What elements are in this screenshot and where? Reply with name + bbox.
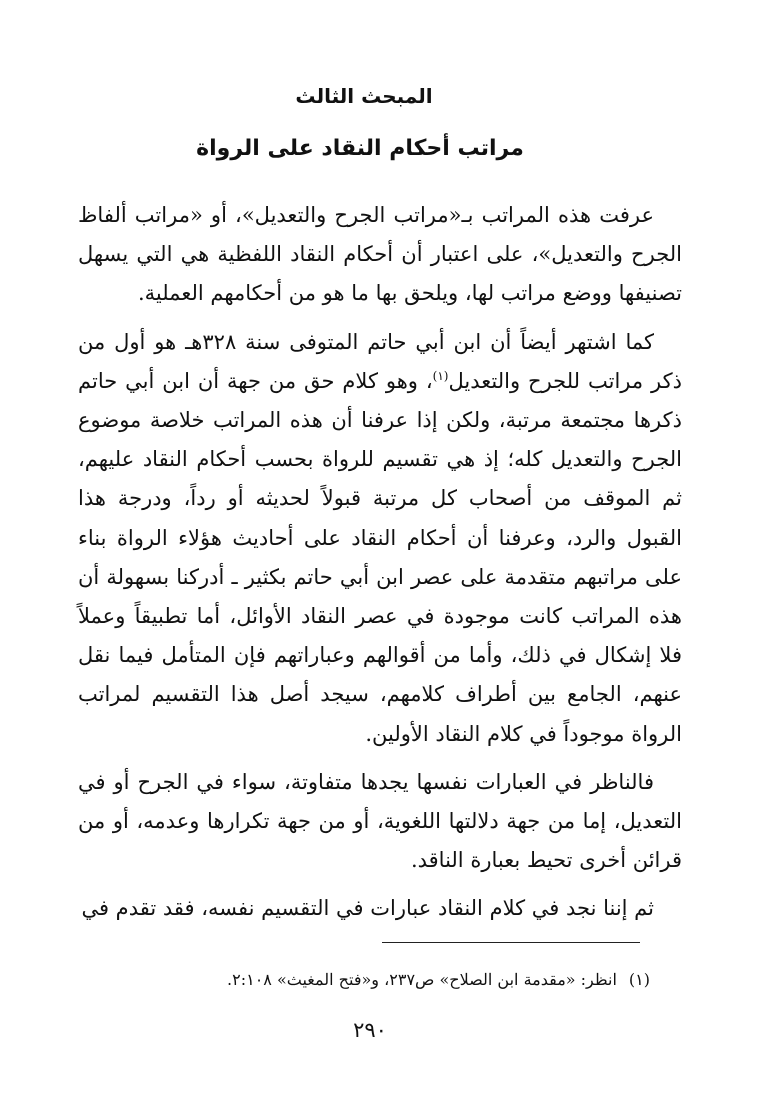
footnote-divider bbox=[382, 942, 640, 943]
footnote bbox=[90, 968, 650, 992]
footnote-text: انظر: «مقدمة ابن الصلاح» ص٢٣٧، و«فتح المغيث» ٢:١٠٨. bbox=[227, 970, 617, 989]
section-label: المبحث الثالث bbox=[295, 84, 433, 108]
footnote-marker: (١) bbox=[628, 970, 650, 989]
paragraph-2-text-after-reference: ، وهو كلام حق من جهة أن ابن أبي حاتم ذكرها مجتمعة مرتبة، ولكن إذا عرفنا أن هذه المراتب خلاصة موضوع الجرح والتعديل كله؛ إذ هي تقسيم للرواة بحسب أحكام النقاد عليهم، ثم الموقف من أصحاب كل مرتبة قبولاً لحديثه أو رداً، ودرجة هذا القبول والرد، وعرفنا أن أحكام النقاد على أحاديث هؤلاء الرواة بناء على مراتبهم متقدمة على عصر ابن أبي حاتم بكثير ـ أدركنا بسهولة أن هذه المراتب كانت موجودة في عصر النقاد الأوائل، أما تطبيقاً وعملاً فلا إشكال في ذلك، وأما من أقوالهم وعباراتهم فإن المتأمل فيما نقل عنهم، الجامع بين أطراف كلامهم، سيجد أصل هذا التقسيم لمراتب الرواة موجوداً في كلام النقاد الأولين. bbox=[78, 368, 682, 746]
footnote-reference[interactable]: (١) bbox=[432, 368, 449, 383]
chapter-title: مراتب أحكام النقاد على الرواة bbox=[196, 136, 524, 161]
paragraph-2-text-before-reference: كما اشتهر أيضاً أن ابن أبي حاتم المتوفى سنة ٣٢٨هـ هو أول من ذكر مراتب للجرح والتعديل bbox=[78, 329, 682, 393]
page-number: ٢٩٠ bbox=[353, 1018, 387, 1042]
paragraph-1: عرفت هذه المراتب بـ«مراتب الجرح والتعديل»، أو «مراتب ألفاظ الجرح والتعديل»، على اعتبار أن أحكام النقاد اللفظية هي التي يسهل تصنيفها ووضع مراتب لها، ويلحق بها ما هو من أحكامهم العملية. bbox=[78, 203, 682, 306]
paragraph-3: فالناظر في العبارات نفسها يجدها متفاوتة، سواء في الجرح أو في التعديل، إما من جهة دلالتها اللغوية، أو من جهة تكرارها وعدمه، أو من قرائن أخرى تحيط بعبارة الناقد. bbox=[78, 769, 682, 873]
paragraph-4: ثم إننا نجد في كلام النقاد عبارات في التقسيم نفسه، فقد تقدم في bbox=[81, 896, 654, 921]
body-text bbox=[78, 196, 682, 929]
paragraph-2 bbox=[78, 323, 682, 754]
